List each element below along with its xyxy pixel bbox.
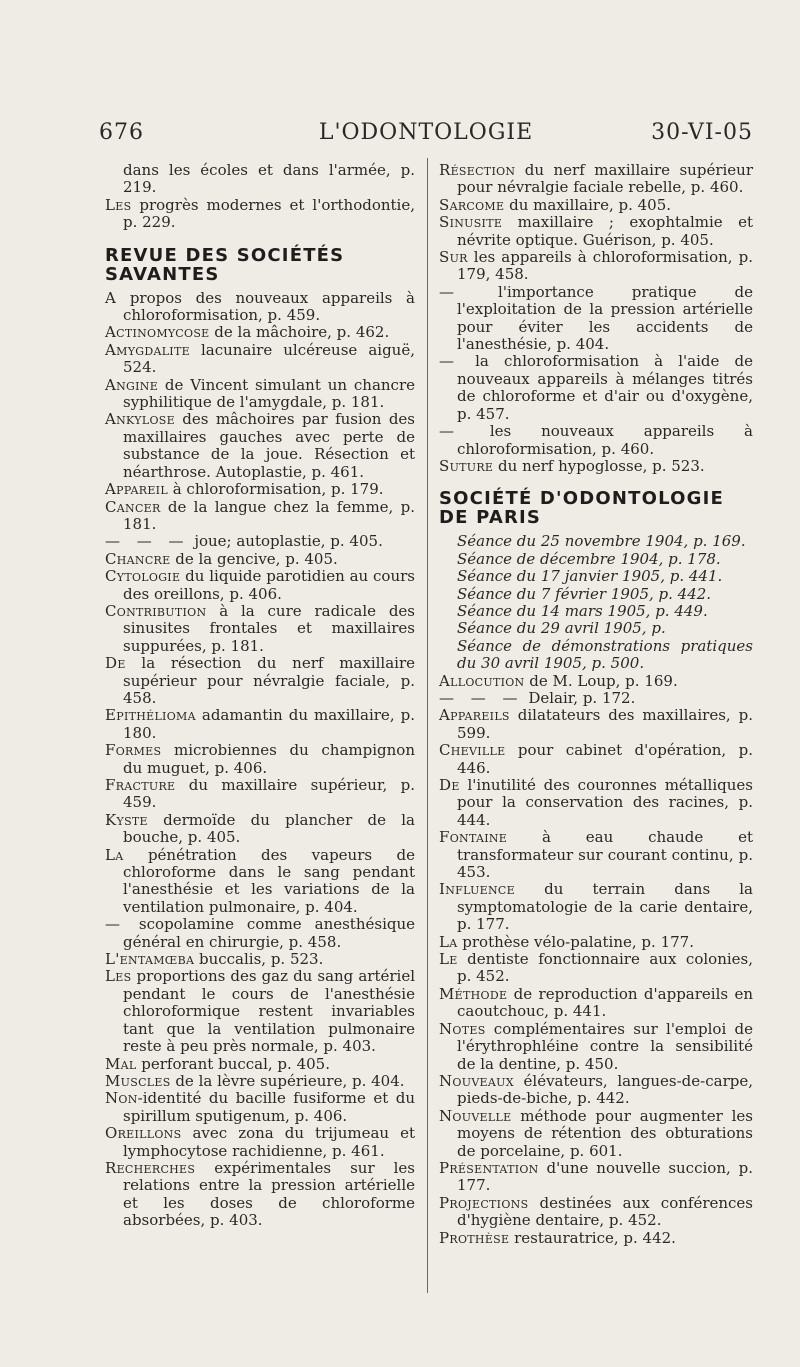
entry-keyword: Sinusite <box>439 213 503 232</box>
entry-text: restauratrice, p. 442. <box>509 1228 676 1247</box>
entry-text: de la lèvre supérieure, p. 404. <box>170 1071 405 1090</box>
index-entry <box>105 411 415 481</box>
entry-keyword: Formes <box>105 741 162 760</box>
left-index-entries <box>105 290 415 1230</box>
entry-keyword: Les <box>105 967 132 986</box>
index-entry <box>105 551 415 568</box>
index-entry <box>105 742 415 777</box>
entry-keyword: L'entamœba <box>105 950 195 969</box>
entry-keyword: Kyste <box>105 810 148 829</box>
index-entry <box>439 458 753 475</box>
entry-keyword: Epithélioma <box>105 706 196 725</box>
entry-keyword: Contribution <box>105 601 207 620</box>
entry-keyword: Nouvelle <box>439 1106 512 1125</box>
index-entry <box>439 214 753 249</box>
index-entry <box>105 707 415 742</box>
entry-text: du maxillaire, p. 405. <box>504 195 672 214</box>
entry-text: adamantin du maxillaire, p. 180. <box>123 706 415 742</box>
index-entry <box>105 1090 415 1125</box>
index-entry <box>439 353 753 423</box>
entry-text: les nouveaux appareils à chloroformisation, p. 460. <box>457 422 753 458</box>
section-heading-societe: SOCIÉTÉ D'ODONTOLOGIE DE PARIS <box>439 488 725 529</box>
entry-keyword: Suture <box>439 456 494 475</box>
session-entry: Séance du 29 avril 1905, p. <box>457 619 666 638</box>
session-entry: Séance du 17 janvier 1905, p. 441. <box>457 567 723 586</box>
entry-keyword: — <box>439 282 460 301</box>
entry-keyword: Angine <box>105 375 159 394</box>
index-entry <box>105 499 415 534</box>
entry-keyword: Méthode <box>439 984 508 1003</box>
index-entry <box>105 324 415 341</box>
entry-keyword: Présentation <box>439 1158 539 1177</box>
session-entry: Séance du 25 novembre 1904, p. 169. <box>457 532 746 551</box>
entry-keyword: La <box>105 845 124 864</box>
entry-text: du maxillaire supérieur, p. 459. <box>123 776 415 812</box>
page-number: 676 <box>99 120 144 145</box>
entry-keyword: Appareils <box>439 706 510 725</box>
left-column <box>105 162 415 1230</box>
index-entry <box>105 1073 415 1090</box>
index-entry <box>439 1073 753 1108</box>
entry-text: de la langue chez la femme, p. 181. <box>123 497 415 533</box>
index-entry <box>439 1108 753 1160</box>
entry-keyword: Projections <box>439 1193 529 1212</box>
index-entry <box>439 986 753 1021</box>
index-entry <box>439 690 753 707</box>
index-entry <box>439 1160 753 1195</box>
index-entry <box>105 812 415 847</box>
left-pre-entries <box>105 162 415 232</box>
index-entry <box>105 916 415 951</box>
entry-keyword: La <box>439 932 458 951</box>
entry-keyword: — — — <box>105 532 190 551</box>
entry-keyword: Appareil <box>105 480 168 499</box>
entry-keyword: Influence <box>439 880 515 899</box>
section-heading-revue: REVUE DES SOCIÉTÉS SAVANTES <box>105 244 345 285</box>
entry-text: de la mâchoire, p. 462. <box>209 323 390 342</box>
entry-text: pour cabinet d'opération, p. 446. <box>457 741 753 777</box>
entry-text: la chloroformisation à l'aide de nouveaux appareils à mélanges titrés de chloroforme et d'air ou d'oxygène, p. 457. <box>457 352 753 423</box>
issue-date: 30-VI-05 <box>651 120 753 145</box>
entry-keyword: — — — <box>439 688 524 707</box>
right-index-entries <box>439 673 753 1247</box>
entry-text: progrès modernes et l'orthodontie, p. 229. <box>123 195 415 232</box>
entry-text: de M. Loup, p. 169. <box>524 671 678 690</box>
entry-keyword: Oreillons <box>105 1124 182 1143</box>
running-title: L'ODONTOLOGIE <box>318 120 534 145</box>
entry-text: joue; autoplastie, p. 405. <box>189 532 383 551</box>
entry-text: lacunaire ulcéreuse aiguë, 524. <box>123 340 415 377</box>
entry-keyword: Fracture <box>105 776 176 794</box>
entry-keyword: A <box>105 288 117 307</box>
entry-text: élévateurs, langues-de-carpe, pieds-de-biche, p. 442. <box>457 1071 753 1108</box>
entry-text: avec zona du trijumeau et lymphocytose rachidienne, p. 461. <box>123 1124 415 1160</box>
entry-keyword: Nouveaux <box>439 1071 514 1090</box>
index-entry <box>439 934 753 951</box>
entry-text: à eau chaude et transformateur sur courant continu, p. 453. <box>457 828 753 882</box>
entry-keyword: Cancer <box>105 497 161 516</box>
entry-text: pénétration des vapeurs de chloroforme dans le sang pendant l'anesthésie et les variations de la ventilation pulmonaire, p. 404. <box>123 845 415 916</box>
entry-text: du nerf hypoglosse, p. 523. <box>493 456 705 475</box>
entry-keyword: Prothèse <box>439 1228 510 1247</box>
session-entry: Séance de décembre 1904, p. 178. <box>457 549 721 568</box>
entry-text: proportions des gaz du sang artériel pendant le cours de l'anesthésie chloroformique restent invariables tant que la ventilation pulmonaire reste à peu près normale, p. 403. <box>123 967 415 1056</box>
session-list <box>439 533 753 672</box>
entry-keyword: Résection <box>439 161 516 179</box>
entry-text: à chloroformisation, p. 179. <box>167 480 384 499</box>
entry-text: buccalis, p. 523. <box>194 950 324 969</box>
entry-keyword: Cheville <box>439 741 506 760</box>
right-column <box>439 162 753 1247</box>
session-entry: Séance de démonstrations pratiques du 30 avril 1905, p. 500. <box>457 636 753 673</box>
entry-keyword: — <box>439 352 460 371</box>
entry-text: méthode pour augmenter les moyens de rétention des obturations de porcelaine, p. 601. <box>457 1106 753 1160</box>
index-entry <box>439 162 753 197</box>
index-entry <box>105 968 415 1055</box>
entry-text: -identité du bacille fusiforme et du spirillum sputigenum, p. 406. <box>123 1089 415 1125</box>
index-entry <box>105 603 415 655</box>
index-entry <box>105 377 415 412</box>
index-entry <box>105 197 415 232</box>
index-entry <box>439 423 753 458</box>
entry-keyword: — <box>105 915 126 934</box>
right-pre-entries <box>439 162 753 475</box>
index-entry <box>439 249 753 284</box>
entry-text: destinées aux conférences d'hygiène dentaire, p. 452. <box>457 1193 753 1230</box>
entry-text: dilatateurs des maxillaires, p. 599. <box>457 706 753 742</box>
index-entry <box>439 1230 753 1247</box>
entry-keyword: Fontaine <box>439 828 508 847</box>
index-entry <box>439 829 753 881</box>
entry-keyword: Actinomycose <box>105 323 210 342</box>
entry-text: des mâchoires par fusion des maxillaires gauches avec perte de substance de la joue. Résection et néarthrose. Autoplastie, p. 461. <box>123 410 415 481</box>
index-entry <box>105 533 415 550</box>
index-entry <box>105 290 415 325</box>
entry-keyword: Sarcome <box>439 195 505 214</box>
entry-text: l'inutilité des couronnes métalliques pour la conservation des racines, p. 444. <box>457 776 753 829</box>
index-entry <box>439 777 753 829</box>
entry-text: maxillaire ; exophtalmie et névrite optique. Guérison, p. 405. <box>457 213 753 249</box>
index-entry <box>439 951 753 986</box>
entry-text: scopolamine comme anesthésique général en chirurgie, p. 458. <box>123 915 415 951</box>
entry-keyword: Non <box>105 1089 138 1108</box>
entry-text: l'importance pratique de l'exploitation de la pression artérielle pour éviter les accidents de l'anesthésie, p. 404. <box>457 282 753 354</box>
entry-text: dentiste fonctionnaire aux colonies, p. 452. <box>457 950 753 986</box>
entry-text: de reproduction d'appareils en caoutchouc, p. 441. <box>457 984 753 1021</box>
entry-keyword: Notes <box>439 1019 486 1038</box>
entry-text: dans les écoles et dans l'armée, p. 219. <box>123 161 415 197</box>
index-entry <box>105 655 415 707</box>
page-header <box>99 120 753 160</box>
entry-text: perforant buccal, p. 405. <box>136 1054 330 1073</box>
entry-text: de la gencive, p. 405. <box>170 549 338 568</box>
entry-keyword: De <box>439 776 460 794</box>
index-entry <box>105 342 415 377</box>
entry-text: les appareils à chloroformisation, p. 179, 458. <box>457 248 753 284</box>
index-entry <box>105 162 415 197</box>
index-entry <box>105 951 415 968</box>
entry-keyword: Sur <box>439 248 468 267</box>
column-divider <box>427 158 428 1293</box>
entry-text: complémentaires sur l'emploi de l'érythrophléine contre la sensibilité de la dentine, p. 450. <box>457 1019 753 1073</box>
entry-keyword: Muscles <box>105 1071 171 1090</box>
entry-keyword: De <box>105 654 126 673</box>
index-entry <box>439 1021 753 1073</box>
index-entry <box>439 197 753 214</box>
entry-keyword: Chancre <box>105 549 171 568</box>
entry-text: du terrain dans la symptomatologie de la carie dentaire, p. 177. <box>457 880 753 934</box>
index-entry <box>105 777 415 812</box>
entry-keyword: Ankylose <box>105 410 175 429</box>
entry-keyword: Cytologie <box>105 567 181 586</box>
index-entry <box>439 742 753 777</box>
index-entry <box>439 707 753 742</box>
entry-text: de Vincent simulant un chancre syphilitique de l'amygdale, p. 181. <box>123 375 415 412</box>
index-entry <box>105 1056 415 1073</box>
entry-keyword: — <box>439 422 460 441</box>
entry-text: prothèse vélo-palatine, p. 177. <box>457 932 694 951</box>
entry-text: Delair, p. 172. <box>523 688 636 707</box>
entry-keyword: Amygdalite <box>105 340 190 359</box>
entry-keyword: Le <box>439 950 458 969</box>
index-entry <box>105 568 415 603</box>
index-entry <box>105 847 415 917</box>
index-entry <box>439 673 753 690</box>
index-entry <box>439 284 753 354</box>
entry-keyword: Recherches <box>105 1158 196 1177</box>
index-entry <box>439 881 753 933</box>
index-entry <box>105 481 415 498</box>
entry-text: expérimentales sur les relations entre la pression artérielle et les doses de chloroforme absorbées, p. 403. <box>123 1158 415 1230</box>
entry-text: propos des nouveaux appareils à chloroformisation, p. 459. <box>116 288 415 325</box>
index-entry <box>105 1160 415 1230</box>
entry-text: la résection du nerf maxillaire supérieur pour névralgie faciale, p. 458. <box>123 654 415 707</box>
entry-text: microbiennes du champignon du muguet, p. 406. <box>123 741 415 777</box>
entry-keyword: Allocution <box>439 671 525 690</box>
entry-text: du nerf maxillaire supérieur pour névralgie faciale rebelle, p. 460. <box>457 161 753 197</box>
session-entry: Séance du 14 mars 1905, p. 449. <box>457 601 708 620</box>
entry-text: à la cure radicale des sinusites frontales et maxillaires suppurées, p. 181. <box>123 601 415 655</box>
session-entry: Séance du 7 février 1905, p. 442. <box>457 584 712 603</box>
entry-text: dermoïde du plancher de la bouche, p. 405. <box>123 810 415 847</box>
entry-keyword: Les <box>105 195 132 214</box>
index-entry <box>105 1125 415 1160</box>
entry-keyword: Mal <box>105 1054 137 1073</box>
entry-text: d'une nouvelle succion, p. 177. <box>457 1158 753 1195</box>
entry-text: du liquide parotidien au cours des oreillons, p. 406. <box>123 567 415 603</box>
index-entry <box>439 1195 753 1230</box>
